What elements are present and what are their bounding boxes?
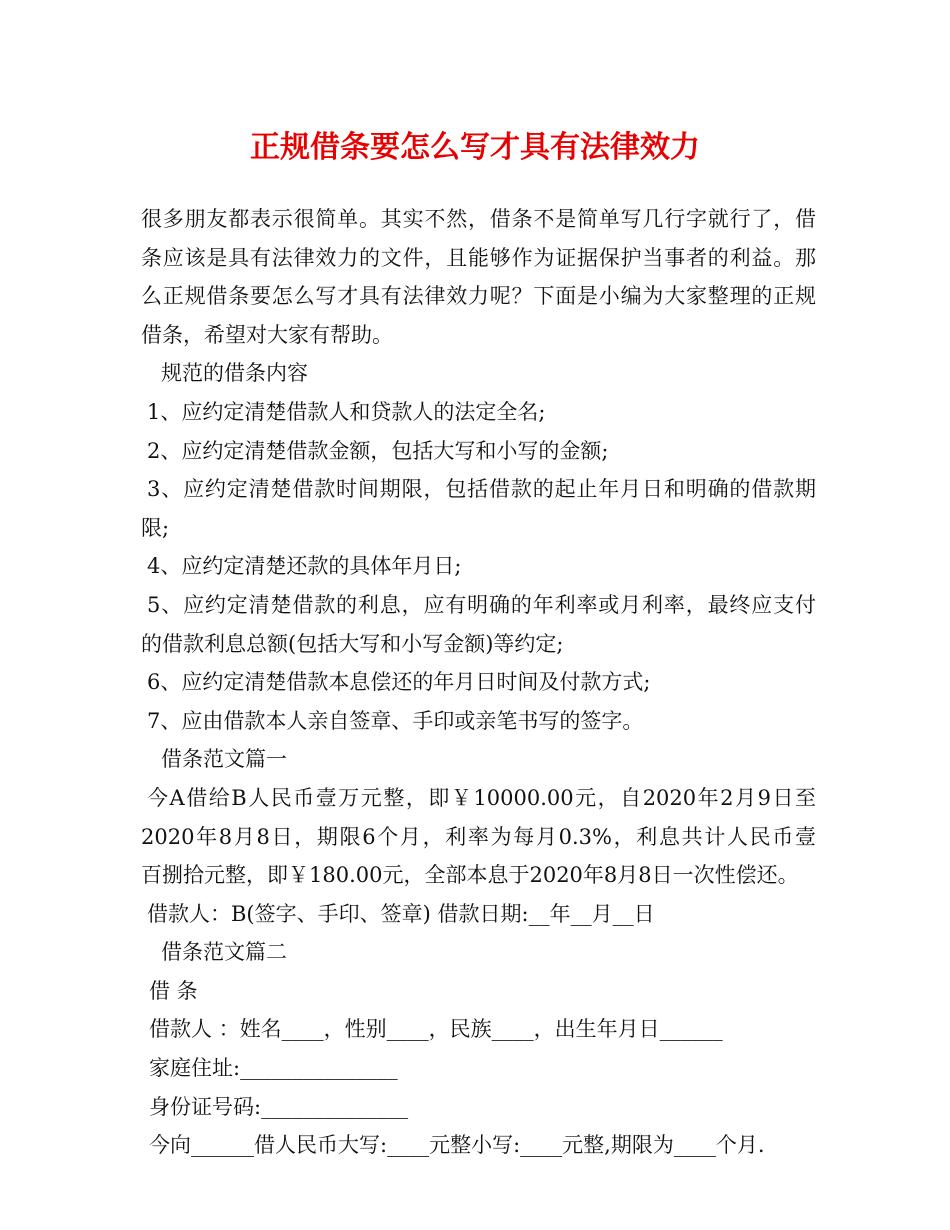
form-line: 家庭住址:_______________	[149, 1056, 398, 1081]
paragraph-line: 百捌拾元整，即￥180.00元，全部本息于2020年8月8日一次性偿还。	[141, 863, 799, 888]
list-item-continuation: 的借款利息总额(包括大写和小写金额)等约定;	[141, 631, 564, 656]
signature-line: 借款人：B(签字、手印、签章) 借款日期:__年__月__日	[147, 901, 655, 926]
list-item: 4、应约定清楚还款的具体年月日;	[147, 554, 462, 579]
form-line: 今向______借人民币大写:____元整小写:____元整,期限为____个月.	[149, 1133, 765, 1158]
form-line: 身份证号码:______________	[149, 1094, 409, 1119]
paragraph-line: 条应该是具有法律效力的文件，且能够作为证据保护当事者的利益。那	[141, 245, 816, 270]
paragraph-line: 么正规借条要怎么写才具有法律效力呢？下面是小编为大家整理的正规	[141, 284, 816, 309]
list-item: 3、应约定清楚借款时间期限，包括借款的起止年月日和明确的借款期	[147, 477, 816, 502]
paragraph-line: 今A借给B人民币壹万元整，即￥10000.00元，自2020年2月9日至	[147, 785, 816, 810]
form-line: 借款人 ：姓名____，性别____，民族____，出生年月日______	[149, 1017, 723, 1042]
section-heading: 规范的借条内容	[161, 361, 308, 386]
paragraph-line: 2020年8月8日，期限6个月，利率为每月0.3%，利息共计人民币壹	[141, 824, 816, 849]
list-item: 1、应约定清楚借款人和贷款人的法定全名;	[147, 399, 546, 424]
list-item: 6、应约定清楚借款本息偿还的年月日时间及付款方式;	[147, 670, 651, 695]
document-title: 正规借条要怎么写才具有法律效力	[250, 130, 700, 165]
section-heading: 借条范文篇二	[161, 940, 287, 965]
paragraph-line: 借条，希望对大家有帮助。	[141, 322, 393, 347]
document-body	[141, 200, 816, 1165]
section-heading: 借条范文篇一	[161, 747, 287, 772]
list-item: 5、应约定清楚借款的利息，应有明确的年利率或月利率，最终应支付	[147, 592, 816, 617]
form-heading: 借 条	[149, 978, 198, 1003]
list-item-continuation: 限;	[141, 515, 170, 540]
paragraph-line: 很多朋友都表示很简单。其实不然，借条不是简单写几行字就行了，借	[141, 207, 816, 231]
list-item: 2、应约定清楚借款金额，包括大写和小写的金额;	[147, 438, 609, 463]
list-item: 7、应由借款本人亲自签章、手印或亲笔书写的签字。	[147, 708, 644, 733]
